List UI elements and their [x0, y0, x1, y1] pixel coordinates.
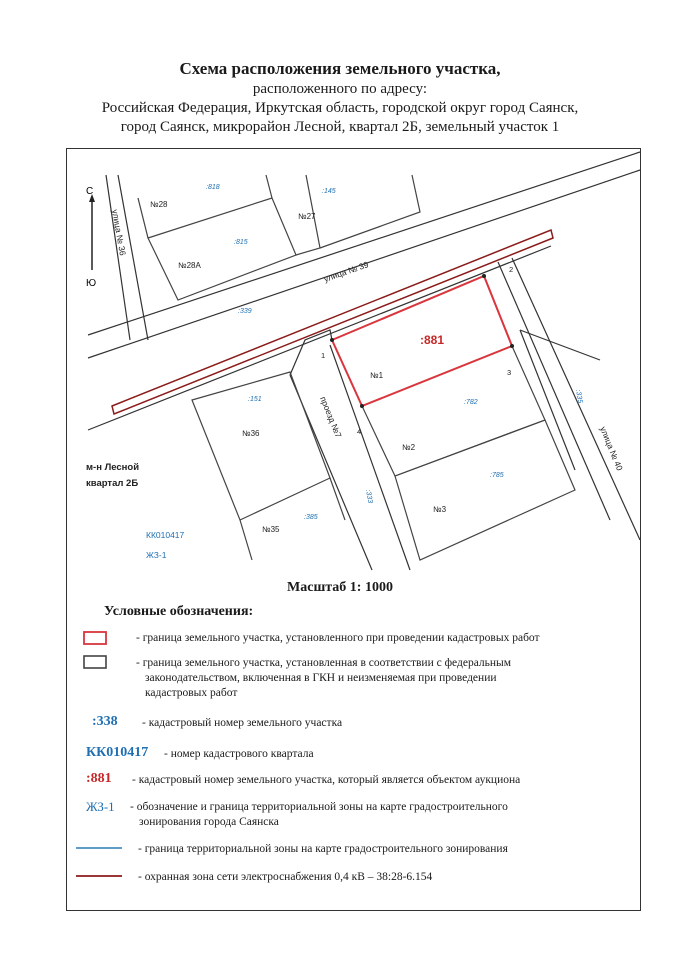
compass — [86, 186, 96, 289]
map-scale: Масштаб 1: 1000 — [287, 580, 393, 595]
parcel-28a-label: №28А — [178, 261, 201, 270]
street-36-label: улица № 36 — [110, 208, 128, 257]
point-3-label: 3 — [507, 368, 512, 377]
legend-item-zone-line-2: зонирования города Саянска — [139, 816, 279, 828]
legend-existing-boundary-icon — [84, 656, 106, 668]
point-1-label: 1 — [321, 351, 326, 360]
parcel-35-label: №35 — [262, 525, 280, 534]
legend-zone-code: ЖЗ-1 — [86, 799, 115, 814]
district-name: м-н Лесной — [86, 462, 140, 473]
cad-818: :818 — [206, 184, 220, 191]
address-line-2: город Саянск, микрорайон Лесной, квартал 2Б, земельный участок 1 — [120, 119, 560, 135]
cad-782: :782 — [464, 399, 478, 406]
legend-item-zone-line-1: - обозначение и граница территориальной зоны на карте градостроительного — [130, 801, 508, 813]
legend-item-existing-line-2: законодательством, включенная в ГКН и неизменяемая при проведении — [145, 672, 497, 684]
legend-quarter-code: КК010417 — [86, 745, 149, 760]
address-line-1: Российская Федерация, Иркутская область, городской округ город Саянск, — [101, 100, 579, 116]
legend-item-zone — [130, 800, 508, 830]
street-39-label: улица № 39 — [322, 259, 370, 284]
quarter-code-label: КК010417 — [146, 530, 185, 540]
legend-item-zone-boundary: - граница территориальной зоны на карте градостроительного зонирования — [138, 843, 508, 855]
document-title: Схема расположения земельного участка, — [179, 59, 501, 78]
point-4-label: 4 — [357, 427, 362, 436]
cad-785: :785 — [490, 472, 504, 479]
passage-7-label: проезд №7 — [318, 395, 344, 440]
legend-title: Условные обозначения: — [104, 604, 254, 619]
legend-item-existing-boundary — [136, 656, 511, 701]
cad-815: :815 — [234, 239, 248, 246]
address-intro: расположенного по адресу: — [252, 81, 428, 97]
cad-339: :339 — [238, 308, 252, 315]
legend-item-new-boundary: - граница земельного участка, установленного при проведении кадастровых работ — [136, 632, 540, 644]
power-line-zone — [112, 230, 553, 414]
parcel-27-label: №27 — [298, 212, 316, 221]
legend-new-boundary-icon — [84, 632, 106, 644]
district-quarter: квартал 2Б — [86, 478, 139, 489]
parcel-36-label: №36 — [242, 429, 260, 438]
street-40-label: улица № 40 — [598, 425, 625, 473]
legend-item-power-zone: - охранная зона сети электроснабжения 0,4 кВ – 38:28-6.154 — [138, 871, 433, 883]
parcel-3-label: №3 — [433, 505, 447, 514]
cad-151: :151 — [248, 396, 262, 403]
point-2-label: 2 — [509, 265, 514, 274]
parcel-2-label: №2 — [402, 443, 416, 452]
auction-parcel-number: :881 — [420, 333, 445, 347]
street-lines — [88, 152, 640, 570]
legend-cad-code: :338 — [92, 714, 118, 729]
compass-north: С — [86, 186, 94, 197]
cad-333: :333 — [364, 489, 374, 504]
legend-auction-code: :881 — [86, 771, 112, 786]
legend-item-auction: - кадастровый номер земельного участка, который является объектом аукциона — [132, 774, 521, 786]
cad-385: :385 — [304, 514, 318, 521]
cad-145: :145 — [322, 188, 336, 195]
parcel-28-label: №28 — [150, 200, 168, 209]
legend-item-existing-line-1: - граница земельного участка, установленная в соответствии с федеральным — [136, 657, 512, 669]
legend-item-quarter: - номер кадастрового квартала — [164, 748, 314, 760]
zone-code-label: ЖЗ-1 — [146, 550, 167, 560]
legend-item-cad-number: - кадастровый номер земельного участка — [142, 717, 343, 729]
cad-335: :335 — [574, 389, 584, 404]
parcel-1-label: №1 — [370, 371, 384, 380]
legend-item-existing-line-3: кадастровых работ — [145, 687, 238, 699]
compass-south: Ю — [86, 278, 97, 289]
